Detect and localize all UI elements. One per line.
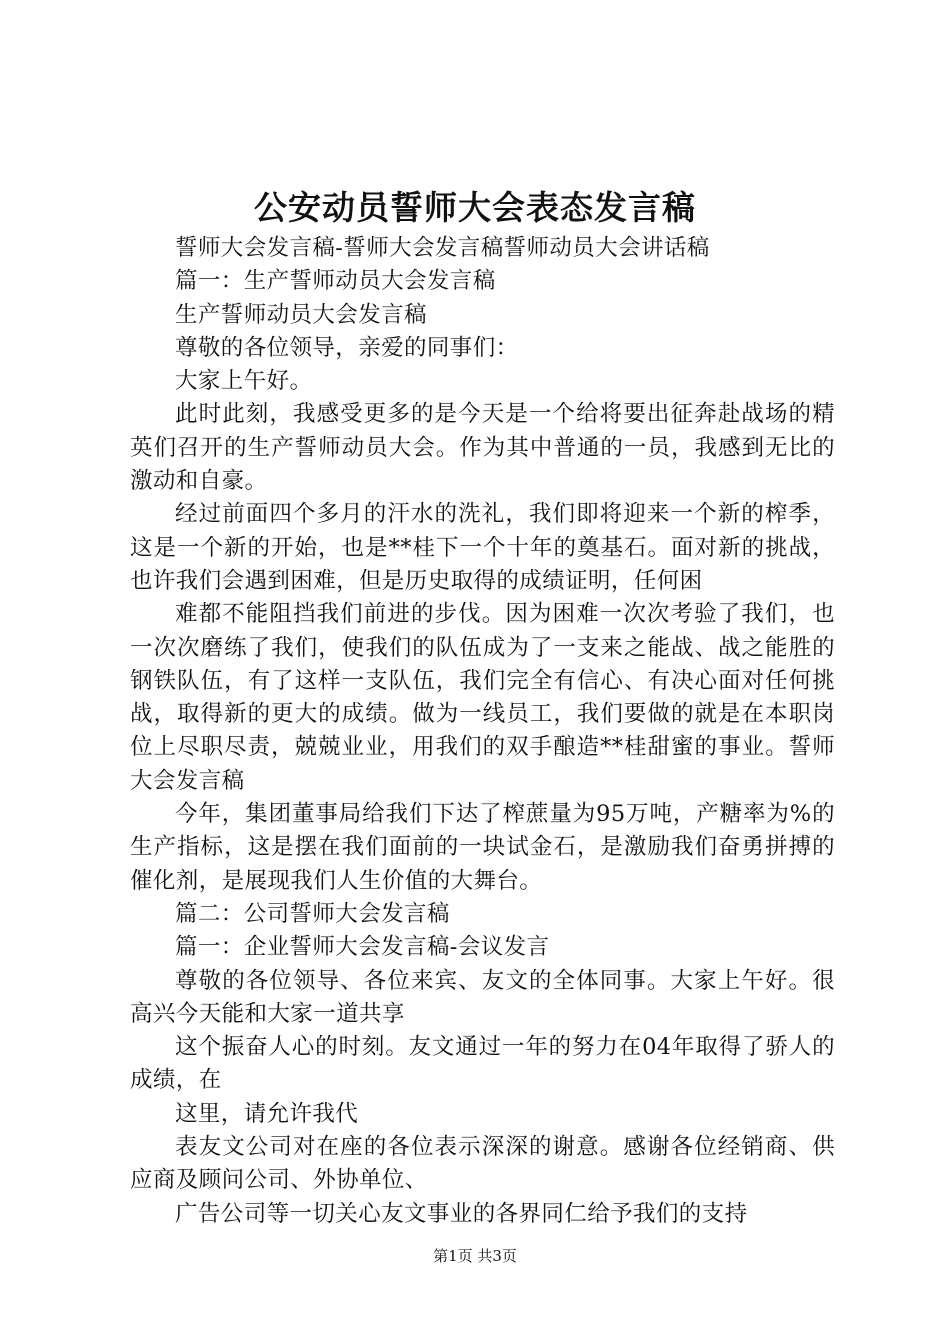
paragraph: 篇一：生产誓师动员大会发言稿 [175, 268, 496, 295]
page-number: 第1页 共3页 [433, 1247, 517, 1265]
paragraph: 篇二：公司誓师大会发言稿 [175, 900, 450, 927]
paragraph: 此时此刻，我感受更多的是今天是一个给将要出征奔赴战场的精英们召开的生产誓师动员大会。作为其中普通的一员，我感到无比的激动和自豪。 [130, 401, 835, 495]
paragraph: 广告公司等一切关心友文事业的各界同仁给予我们的支持 [175, 1200, 748, 1227]
paragraph: 篇一：企业誓师大会发言稿-会议发言 [175, 934, 550, 961]
paragraph: 这里，请允许我代 [175, 1100, 359, 1127]
paragraph: 生产誓师动员大会发言稿 [175, 301, 427, 328]
paragraph: 今年，集团董事局给我们下达了榨蔗量为95万吨，产糖率为%的生产指标，这是摆在我们面前的一块试金石，是激励我们奋勇拼搏的催化剂，是展现我们人生价值的大舞台。 [130, 801, 835, 894]
paragraph: 大家上午好。 [175, 368, 313, 395]
page-footer [0, 1245, 950, 1267]
paragraph: 誓师大会发言稿-誓师大会发言稿誓师动员大会讲话稿 [175, 235, 710, 261]
paragraph: 这个振奋人心的时刻。友文通过一年的努力在04年取得了骄人的成绩，在 [130, 1034, 835, 1094]
paragraph: 尊敬的各位领导，亲爱的同事们： [175, 334, 519, 361]
paragraph: 尊敬的各位领导、各位来宾、友文的全体同事。大家上午好。很高兴今天能和大家一道共享 [130, 967, 835, 1027]
paragraph: 经过前面四个多月的汗水的洗礼，我们即将迎来一个新的榨季，这是一个新的开始，也是**桂下一个十年的奠基石。面对新的挑战，也许我们会遇到困难，但是历史取得的成绩证明，任何困 [130, 501, 835, 594]
paragraph: 难都不能阻挡我们前进的步伐。因为困难一次次考验了我们，也一次次磨练了我们，使我们的队伍成为了一支来之能战、战之能胜的钢铁队伍，有了这样一支队伍，我们完全有信心、有决心面对任何挑战，取得新的更大的成绩。做为一线员工，我们要做的就是在本职岗位上尽职尽责，兢兢业业，用我们的双手酿造**桂甜蜜的事业。誓师大会发言稿 [130, 601, 835, 794]
paragraph: 表友文公司对在座的各位表示深深的谢意。感谢各位经销商、供应商及顾问公司、外协单位、 [130, 1134, 835, 1194]
document-title: 公安动员誓师大会表态发言稿 [254, 188, 696, 227]
document-body [130, 232, 835, 1231]
